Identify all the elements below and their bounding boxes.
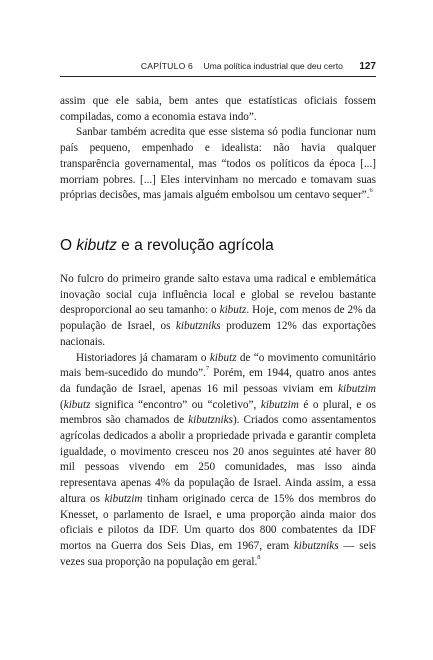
paragraph — [60, 125, 376, 204]
text-run: ( — [60, 398, 64, 411]
italic-term: kibutzniks — [293, 539, 339, 552]
paragraph-text: Sanbar também acredita que esse sistema só podia funcionar num país pequeno, empenhado e idealista: não havia qualquer transparência governamental, mas “todos os políticos da época [...] morriam pobres. [...] Eles intervinham no mercado e tomavam suas próprias decisões, mas jamais alguém embolsou um centavo sequer”. — [60, 126, 376, 202]
footnote-ref[interactable]: 7 — [205, 365, 210, 373]
header-rule — [60, 76, 376, 77]
text-run: de “o movimento comunitário mais bem-sucedido do mundo”. — [60, 351, 376, 380]
running-header — [60, 61, 376, 77]
text-block-continued — [60, 94, 376, 204]
text-run: Porém, em 1944, quatro anos antes da fundação de Israel, apenas 16 mil pessoas viviam em — [60, 367, 376, 395]
chapter-title: Uma política industrial que deu certo — [203, 61, 343, 71]
heading-part: O — [60, 237, 77, 254]
italic-term: kibutzim — [260, 398, 299, 411]
paragraph: assim que ele sabia, bem antes que estatísticas oficiais fossem compiladas, como a economia estava indo”. — [60, 95, 376, 123]
paragraph — [60, 272, 376, 351]
footnote-ref[interactable]: 6 — [369, 187, 373, 195]
italic-term: kibutzim — [104, 492, 143, 505]
italic-term: kibutzniks — [175, 320, 221, 333]
italic-term: kibutzim — [338, 382, 376, 395]
heading-part: e a revolução agrícola — [116, 237, 274, 254]
text-run: . Hoje, com menos de 2% da população de Israel, os — [60, 304, 376, 333]
italic-term: kibutz — [219, 304, 247, 317]
italic-term: kibutzniks — [188, 414, 233, 427]
chapter-label: CAPÍTULO 6 — [140, 61, 194, 71]
italic-term: kibutz — [209, 351, 237, 364]
text-run: é o plural, e os membros são chamados de — [60, 398, 376, 427]
section-heading — [60, 237, 376, 255]
text-run: significa “encontro” ou “coletivo”, — [90, 398, 261, 411]
heading-italic: kibutz — [76, 237, 117, 254]
text-run: produzem 12% das exportações nacionais. — [60, 320, 377, 348]
text-run: Historiadores já chamaram o — [76, 351, 210, 364]
page-number: 127 — [359, 61, 376, 72]
text-run: — seis vezes sua proporção na população em geral. — [60, 539, 376, 568]
italic-term: kibutz — [63, 398, 91, 411]
footnote-ref[interactable]: 8 — [257, 553, 261, 561]
text-run: No fulcro do primeiro grande salto estava uma radical e emblemática inovação social cuja influência local e global se revelou bastante desproporcional ao seu tamanho: o — [60, 273, 376, 317]
text-run: tinham originado cerca de 15% dos membros do Knesset, o parlamento de Israel, e uma proporção ainda maior dos oficiais e pilotos da IDF. Um quarto dos 800 combatentes da IDF mortos na Guerra dos Seis Dias, em 1967, eram — [60, 492, 377, 552]
text-run: ). Criados como assentamentos agrícolas dedicados a abolir a propriedade privada e garantir completa igualdade, o movimento cresceu nos 20 anos seguintes até haver 80 mil pessoas vivendo em 250 comunidades, mas isso ainda representava apenas 4% da população de Israel. Ainda assim, a essa altura os — [60, 414, 376, 505]
text-block-section — [60, 272, 376, 570]
paragraph — [60, 351, 376, 571]
